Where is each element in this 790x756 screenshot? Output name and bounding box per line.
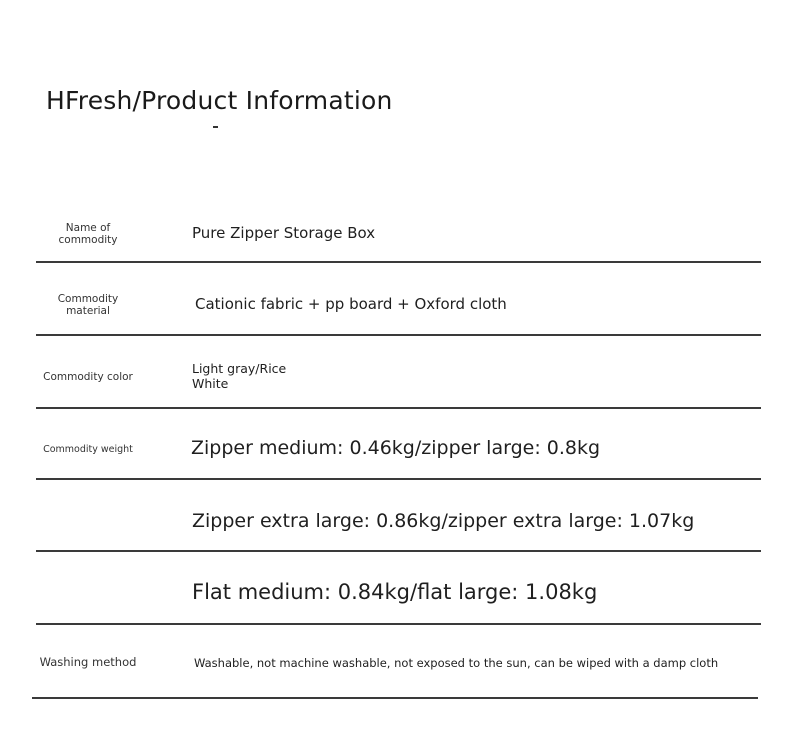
table-row-material [36, 263, 761, 336]
row-value: Zipper extra large: 0.86kg/zipper extra large: 1.07kg [192, 510, 695, 532]
row-label: Commodity weight [43, 444, 133, 455]
title-mark [213, 126, 218, 128]
row-value: Flat medium: 0.84kg/flat large: 1.08kg [192, 580, 598, 604]
row-label-line2: commodity [58, 234, 118, 246]
row-value: Cationic fabric + pp board + Oxford cloth [195, 295, 507, 313]
row-value: Pure Zipper Storage Box [192, 224, 376, 242]
row-label [36, 293, 140, 317]
table-row-weight-extra [36, 480, 761, 552]
row-label: Commodity color [43, 371, 133, 383]
table-row-name [36, 206, 761, 263]
row-label-line2: material [66, 305, 110, 317]
row-label-line1: Name of [65, 222, 111, 234]
row-value-line1: Light gray/Rice [192, 361, 287, 376]
table-row-washing [32, 625, 758, 699]
row-value [192, 361, 286, 391]
row-label [36, 222, 140, 246]
table-row-weight [36, 409, 761, 480]
row-value: Washable, not machine washable, not exposed to the sun, can be wiped with a damp cloth [194, 656, 719, 670]
table-row-weight-flat [36, 552, 761, 625]
row-value-line2: White [192, 376, 229, 391]
page-title: HFresh/Product Information [46, 86, 393, 115]
row-label: Washing method [39, 655, 137, 669]
table-row-color [36, 336, 761, 409]
row-value: Zipper medium: 0.46kg/zipper large: 0.8kg [191, 437, 601, 459]
row-label-line1: Commodity [57, 293, 119, 305]
